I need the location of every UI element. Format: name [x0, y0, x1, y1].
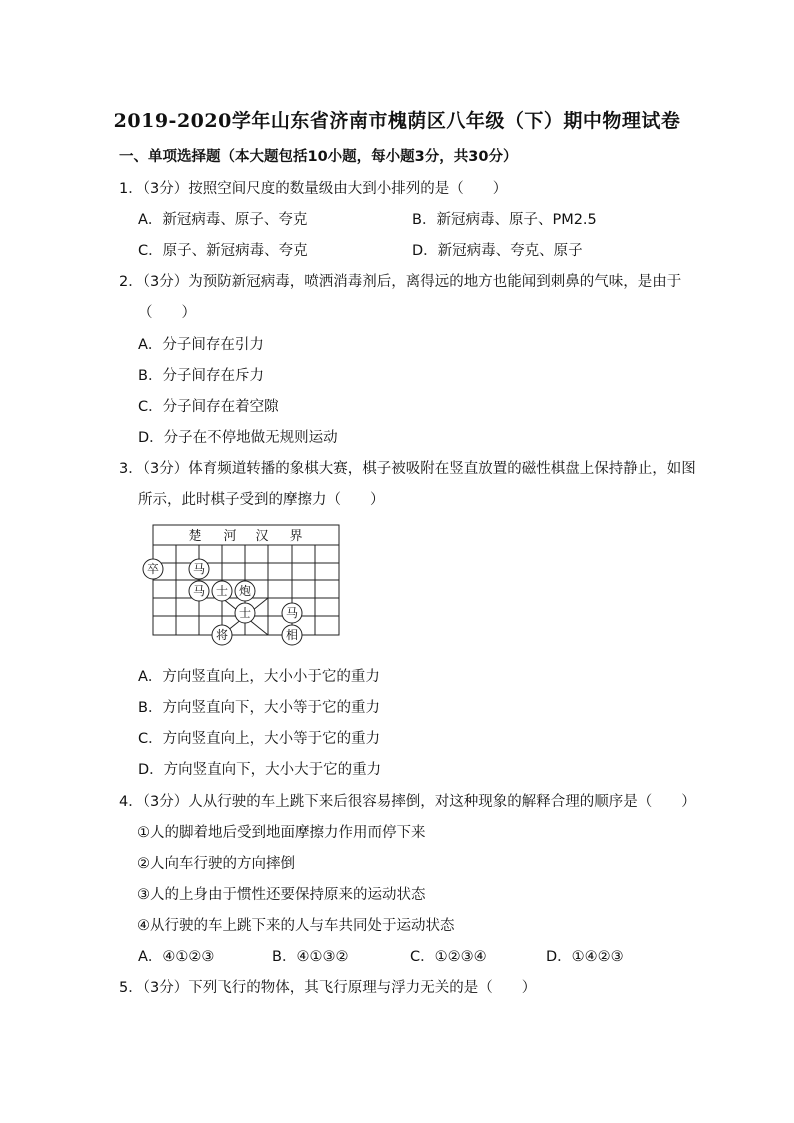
- piece-label: 马: [192, 562, 206, 576]
- q4-option-c[interactable]: C．①②③④: [410, 949, 487, 965]
- piece-label: 卒: [146, 562, 160, 576]
- piece-label: 马: [192, 584, 206, 598]
- section-heading: 一、单项选择题（本大题包括10小题，每小题3分，共30分）: [119, 149, 518, 165]
- piece-label: 相: [285, 628, 299, 642]
- piece-label: 炮: [238, 584, 252, 598]
- river-char-3: 汉: [255, 529, 269, 544]
- question-3-stem-cont: 所示，此时棋子受到的摩擦力（ ）: [138, 492, 385, 508]
- q4-option-a[interactable]: A．④①②③: [138, 949, 215, 965]
- question-5-stem: 5．（3分）下列飞行的物体，其飞行原理与浮力无关的是（ ）: [119, 980, 537, 996]
- q4-statement-3: ③人的上身由于惯性还要保持原来的运动状态: [137, 887, 426, 903]
- q1-option-c[interactable]: C．原子、新冠病毒、夸克: [138, 243, 308, 259]
- question-4-stem: 4．（3分）人从行驶的车上跳下来后很容易摔倒，对这种现象的解释合理的顺序是（ ）: [119, 794, 696, 810]
- q3-option-a[interactable]: A．方向竖直向上，大小小于它的重力: [138, 669, 380, 685]
- q4-statement-1: ①人的脚着地后受到地面摩擦力作用而停下来: [137, 825, 426, 841]
- q3-option-c[interactable]: C．方向竖直向上，大小等于它的重力: [138, 731, 381, 747]
- q2-option-c[interactable]: C．分子间存在着空隙: [138, 399, 279, 415]
- exam-title: 2019-2020学年山东省济南市槐荫区八年级（下）期中物理试卷: [113, 110, 681, 132]
- q3-option-b[interactable]: B．方向竖直向下，大小等于它的重力: [138, 700, 380, 716]
- q1-option-d[interactable]: D．新冠病毒、夸克、原子: [412, 243, 583, 259]
- river-char-1: 楚: [188, 529, 202, 544]
- q2-option-b[interactable]: B．分子间存在斥力: [138, 368, 264, 384]
- q1-option-a[interactable]: A．新冠病毒、原子、夸克: [138, 212, 308, 228]
- q4-option-d[interactable]: D．①④②③: [546, 949, 624, 965]
- piece-label: 将: [215, 628, 229, 642]
- q4-option-b[interactable]: B．④①③②: [272, 949, 349, 965]
- q1-option-b[interactable]: B．新冠病毒、原子、PM2.5: [412, 212, 597, 228]
- q3-option-d[interactable]: D．方向竖直向下，大小大于它的重力: [138, 762, 382, 778]
- q4-statement-2: ②人向车行驶的方向摔倒: [137, 856, 295, 872]
- question-2-stem-cont: （ ）: [138, 305, 196, 321]
- q4-statement-4: ④从行驶的车上跳下来的人与车共同处于运动状态: [137, 918, 455, 934]
- question-2-stem: 2．（3分）为预防新冠病毒，喷洒消毒剂后，离得远的地方也能闻到刺鼻的气味，是由于: [119, 274, 682, 290]
- river-char-2: 河: [223, 529, 237, 544]
- piece-label: 马: [285, 606, 299, 620]
- q2-option-a[interactable]: A．分子间存在引力: [138, 337, 264, 353]
- question-1-stem: 1．（3分）按照空间尺度的数量级由大到小排列的是（ ）: [119, 181, 508, 197]
- q2-option-d[interactable]: D．分子在不停地做无规则运动: [138, 430, 338, 446]
- question-3-stem: 3．（3分）体育频道转播的象棋大赛，棋子被吸附在竖直放置的磁性棋盘上保持静止，如图: [119, 461, 696, 477]
- river-char-4: 界: [289, 529, 303, 544]
- piece-label: 士: [238, 606, 252, 620]
- piece-label: 士: [215, 584, 229, 598]
